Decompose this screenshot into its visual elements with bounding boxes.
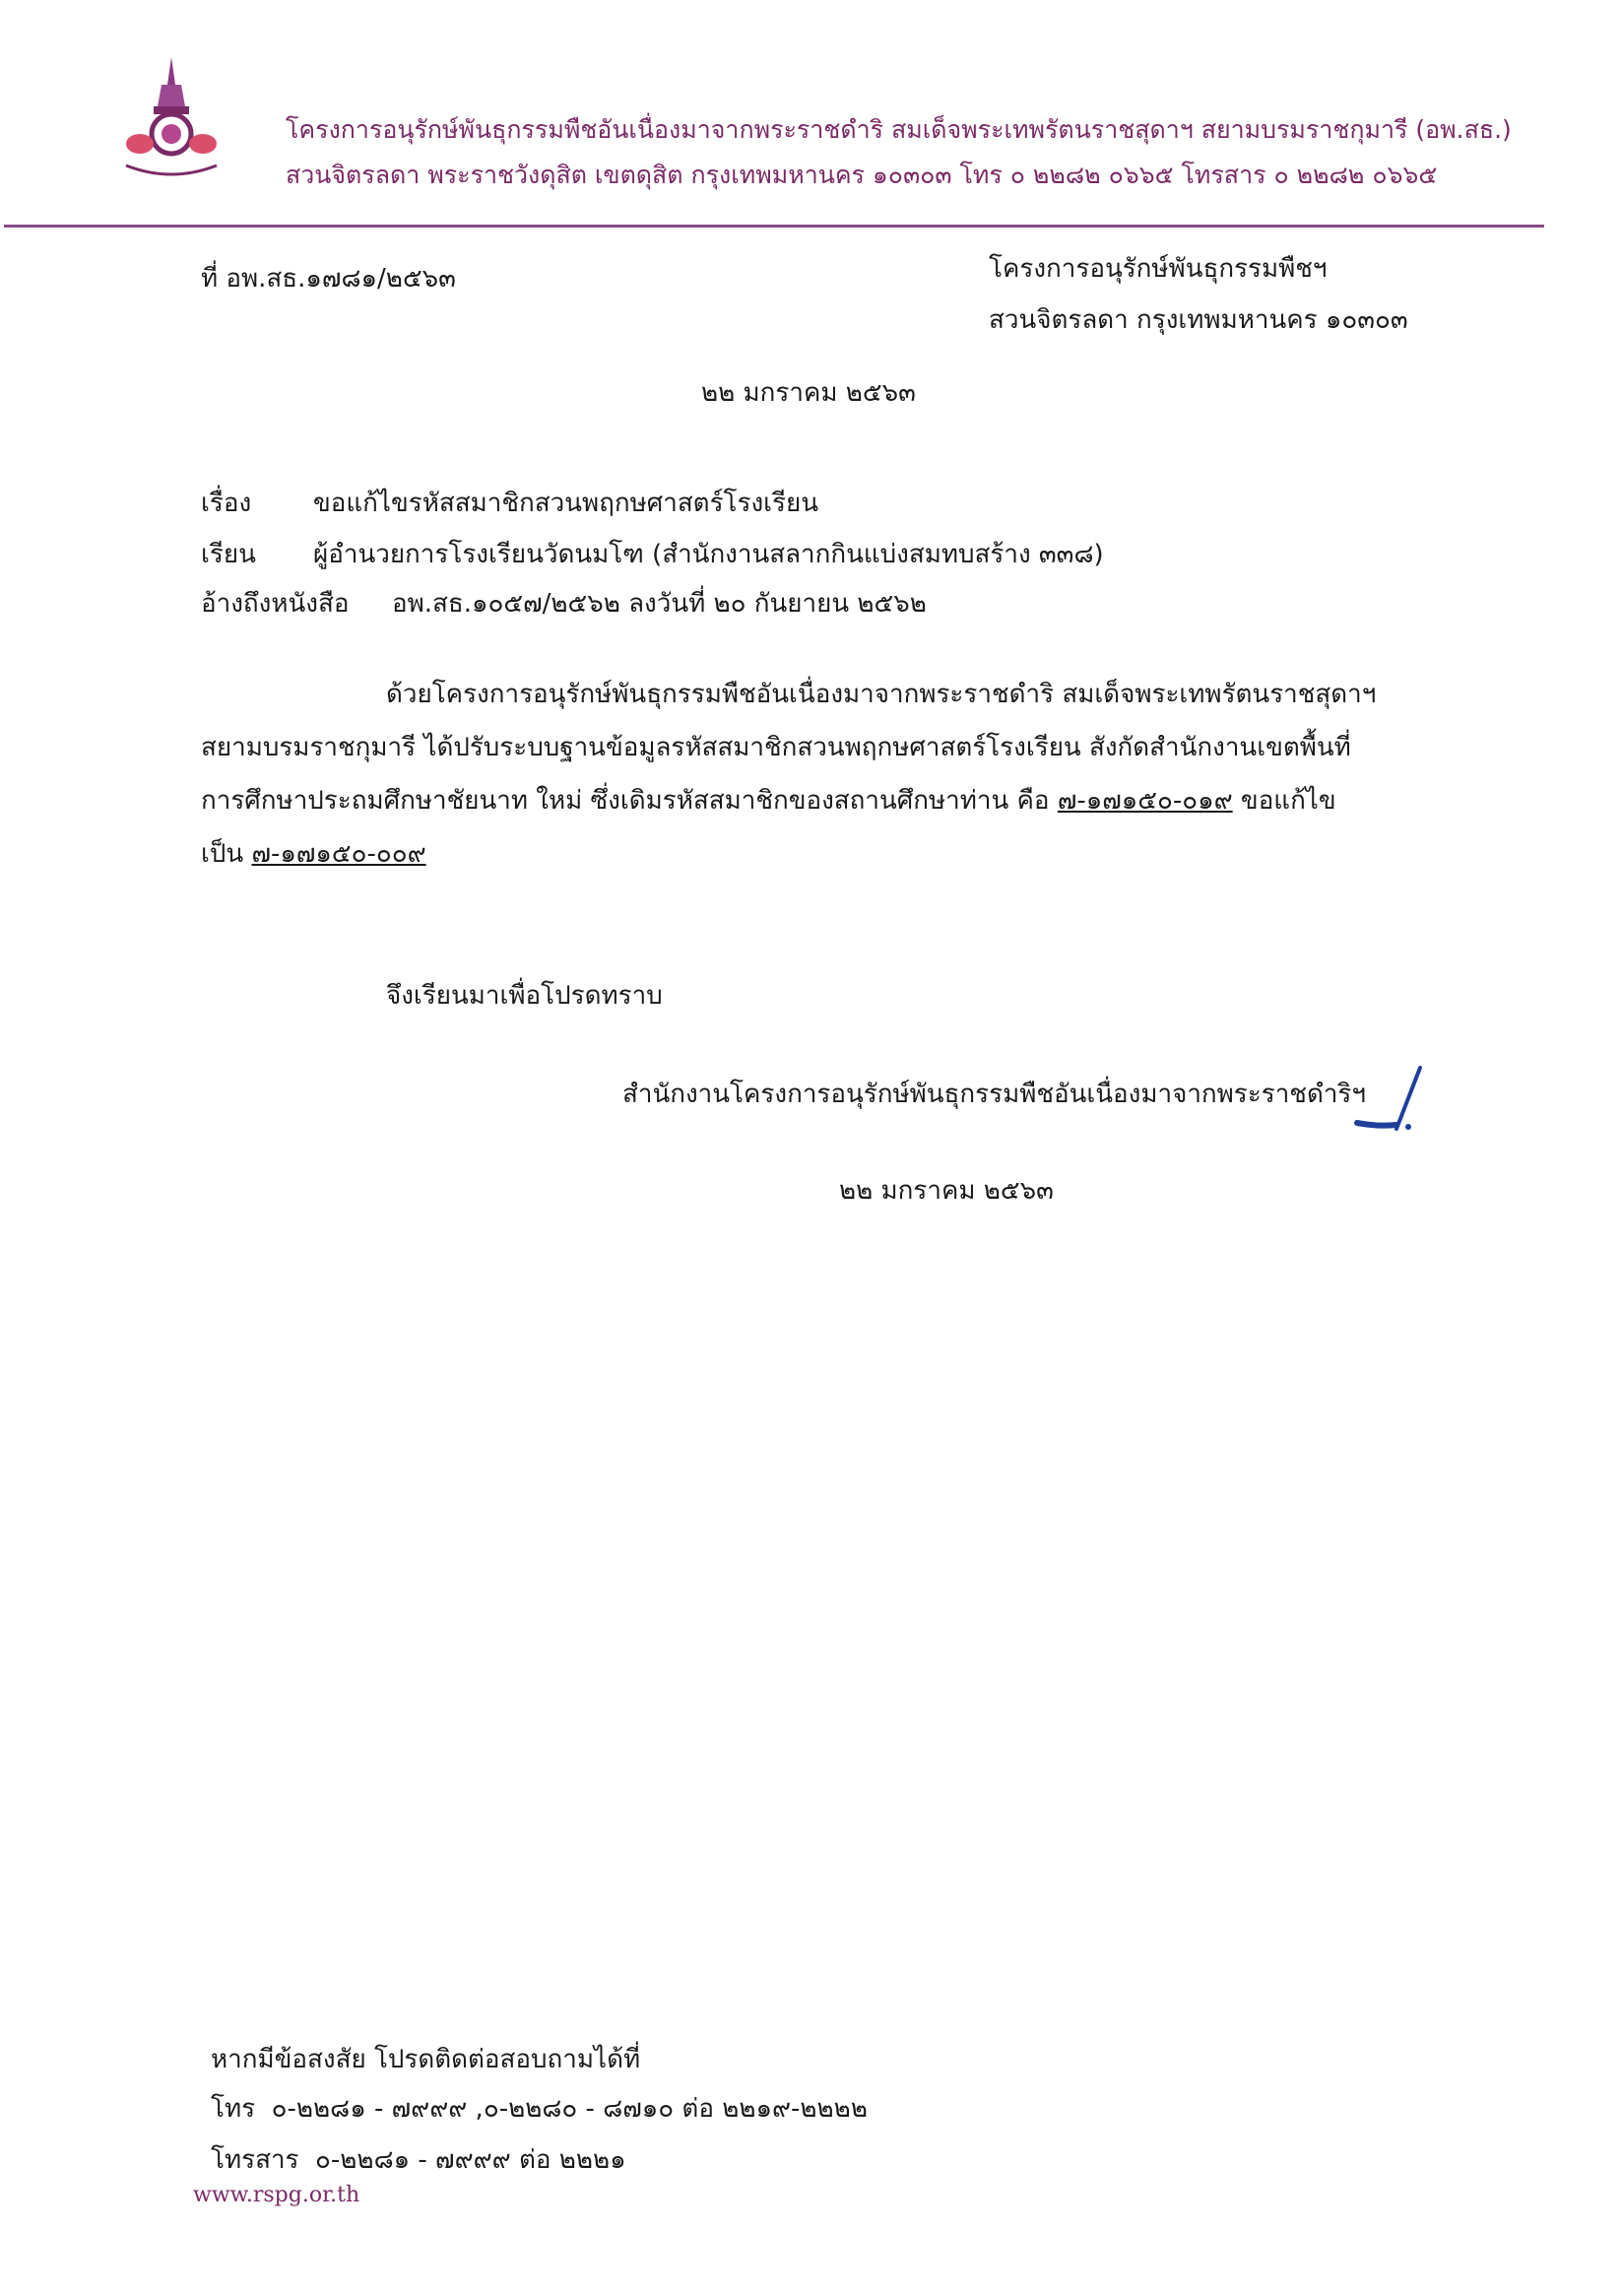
- addressee-label: เรียน: [201, 540, 256, 569]
- royal-emblem-icon: [106, 55, 236, 185]
- sender-address: สวนจิตรลดา กรุงเทพมหานคร ๑๐๓๐๓: [989, 305, 1408, 335]
- reference-number: ที่ อพ.สธ.๑๗๘๑/๒๕๖๓: [201, 264, 456, 294]
- reference-label: อ้างถึงหนังสือ: [201, 589, 350, 619]
- contact-phone: [211, 2088, 868, 2129]
- addressee-text: ผู้อำนวยการโรงเรียนวัดนมโฑ (สำนักงานสลากกินแบ่งสมทบสร้าง ๓๓๘): [313, 540, 1104, 569]
- phone-label: โทร: [211, 2094, 256, 2124]
- body-line-3-text: การศึกษาประถมศึกษาชัยนาท ใหม่ ซึ่งเดิมรหัสสมาชิกของสถานศึกษาท่าน คือ: [201, 786, 1050, 816]
- phone-number: ๐-๒๒๘๑ - ๗๙๙๙ ,๐-๒๒๘๐ - ๘๗๑๐ ต่อ ๒๒๑๙-๒๒๒๒: [271, 2094, 868, 2124]
- fax-number: ๐-๒๒๘๑ - ๗๙๙๙ ต่อ ๒๒๒๑: [315, 2145, 626, 2175]
- old-member-code: ๗-๑๗๑๕๐-๐๑๙: [1057, 786, 1233, 816]
- website-link[interactable]: www.rspg.or.th: [193, 2183, 360, 2207]
- fax-label: โทรสาร: [211, 2145, 299, 2175]
- reference-text: อพ.สธ.๑๐๕๗/๒๕๖๒ ลงวันที่ ๒๐ กันยายน ๒๕๖๒: [392, 589, 927, 619]
- sender-name: โครงการอนุรักษ์พันธุกรรมพืชฯ: [989, 254, 1328, 284]
- subject-label: เรื่อง: [201, 489, 252, 518]
- letter-date: ๒๒ มกราคม ๒๕๖๓: [701, 378, 916, 408]
- body-line-4: [201, 833, 426, 874]
- contact-intro: หากมีข้อสงสัย โปรดติดต่อสอบถามได้ที่: [211, 2045, 641, 2074]
- signature-mark-icon: [1353, 1062, 1432, 1145]
- signature-date: ๒๒ มกราคม ๒๕๖๓: [839, 1176, 1054, 1206]
- closing-text: จึงเรียนมาเพื่อโปรดทราบ: [386, 981, 663, 1011]
- body-line-4-text: เป็น: [201, 839, 244, 869]
- body-line-2: สยามบรมราชกุมารี ได้ปรับระบบฐานข้อมูลรหัสสมาชิกสวนพฤกษศาสตร์โรงเรียน สังกัดสำนักงานเขตพื้นที่: [201, 733, 1351, 762]
- contact-fax: [211, 2139, 626, 2180]
- new-member-code: ๗-๑๗๑๕๐-๐๐๙: [251, 839, 426, 869]
- letterhead-line-2: สวนจิตรลดา พระราชวังดุสิต เขตดุสิต กรุงเทพมหานคร ๑๐๓๐๓ โทร ๐ ๒๒๘๒ ๐๖๖๕ โทรสาร ๐ ๒๒๘๒ ๐๖๖๕: [286, 161, 1438, 189]
- body-line-3: [201, 780, 1336, 820]
- signatory-text: สำนักงานโครงการอนุรักษ์พันธุกรรมพืชอันเนื่องมาจากพระราชดำริฯ: [622, 1080, 1366, 1109]
- body-line-3-end: ขอแก้ไข: [1240, 786, 1336, 816]
- subject-text: ขอแก้ไขรหัสสมาชิกสวนพฤกษศาสตร์โรงเรียน: [313, 489, 819, 518]
- letterhead-divider: [4, 225, 1544, 228]
- body-line-1: ด้วยโครงการอนุรักษ์พันธุกรรมพืชอันเนื่องมาจากพระราชดำริ สมเด็จพระเทพรัตนราชสุดาฯ: [386, 680, 1377, 709]
- letterhead-line-1: โครงการอนุรักษ์พันธุกรรมพืชอันเนื่องมาจากพระราชดำริ สมเด็จพระเทพรัตนราชสุดาฯ สยามบรมราชกุมารี (อพ.สธ.): [286, 115, 1512, 144]
